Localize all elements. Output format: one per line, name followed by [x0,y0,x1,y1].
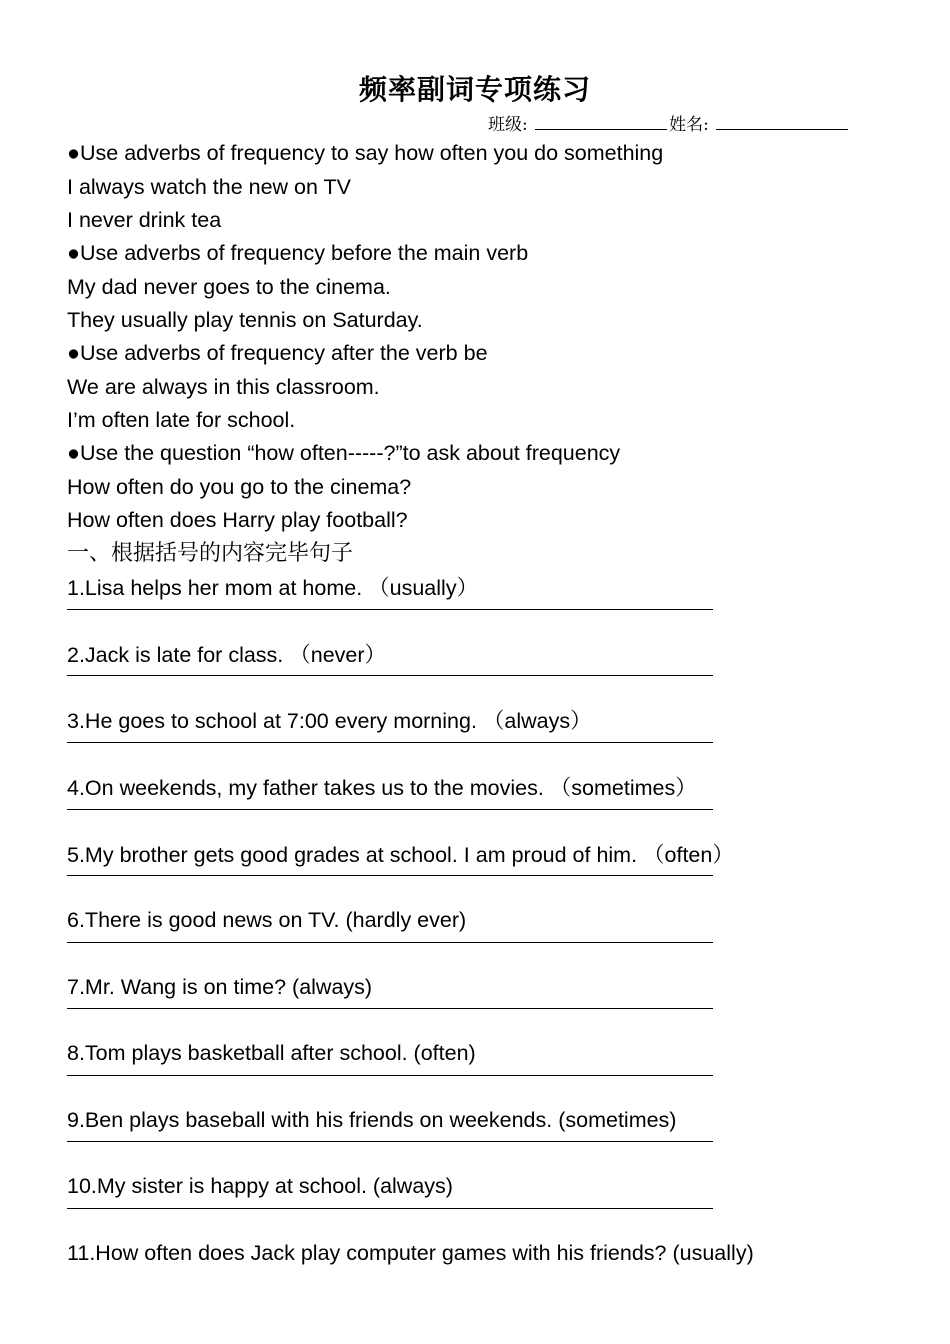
question-text: 4.On weekends, my father takes us to the movies. （sometimes） [67,776,697,800]
answer-line[interactable] [67,1075,713,1076]
section-heading: 一、根据括号的内容完毕句子 [67,541,354,566]
note-line: I always watch the new on TV [67,175,352,199]
note-line: ●Use the question “how often-----?”to ask about frequency [67,441,621,465]
question-text: 10.My sister is happy at school. (always) [67,1174,453,1198]
answer-line[interactable] [67,942,713,943]
student-info [488,110,850,135]
note-line: How often does Harry play football? [67,508,408,532]
question-text: 9.Ben plays baseball with his friends on weekends. (sometimes) [67,1108,677,1132]
answer-line[interactable] [67,742,713,743]
note-line: ●Use adverbs of frequency before the main verb [67,241,529,265]
name-label: 姓名: [669,115,709,135]
answer-line[interactable] [67,875,713,876]
note-line: They usually play tennis on Saturday. [67,308,423,332]
class-label: 班级: [488,115,528,135]
note-line: My dad never goes to the cinema. [67,275,391,299]
question-text: 11.How often does Jack play computer games with his friends? (usually) [67,1241,754,1265]
answer-line[interactable] [67,1141,713,1142]
question-text: 2.Jack is late for class. （never） [67,643,387,667]
answer-line[interactable] [67,1008,713,1009]
note-line: ●Use adverbs of frequency to say how often you do something [67,141,664,165]
worksheet-title: 频率副词专项练习 [358,73,591,106]
answer-line[interactable] [67,675,713,676]
answer-line[interactable] [67,1208,713,1209]
note-line: I’m often late for school. [67,408,296,432]
question-text: 1.Lisa helps her mom at home. （usually） [67,576,479,600]
question-text: 7.Mr. Wang is on time? (always) [67,975,373,999]
note-line: I never drink tea [67,208,222,232]
question-text: 6.There is good news on TV. (hardly ever) [67,908,467,932]
question-text: 5.My brother gets good grades at school. I am proud of him. （often） [67,843,734,867]
name-blank[interactable] [716,111,848,130]
note-line: We are always in this classroom. [67,375,380,399]
answer-line[interactable] [67,809,713,810]
class-blank[interactable] [535,111,667,130]
question-text: 8.Tom plays basketball after school. (often) [67,1041,476,1065]
answer-line[interactable] [67,609,713,610]
question-text: 3.He goes to school at 7:00 every morning. （always） [67,709,592,733]
note-line: How often do you go to the cinema? [67,475,412,499]
note-line: ●Use adverbs of frequency after the verb be [67,341,488,365]
